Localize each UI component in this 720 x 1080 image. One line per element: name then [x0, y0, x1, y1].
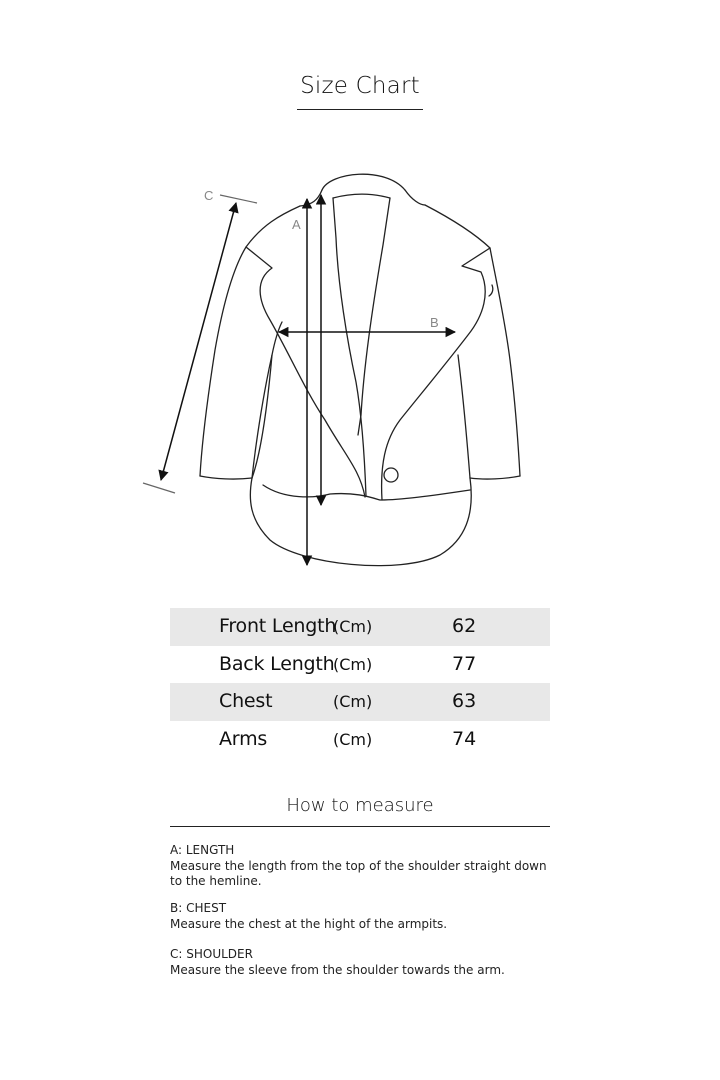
right-lapel-inner	[358, 198, 390, 435]
shoulder-section	[170, 947, 560, 978]
label-a: A	[292, 217, 301, 232]
left-sleeve-outer	[200, 247, 246, 476]
jacket-diagram	[0, 140, 720, 600]
section-text: Measure the sleeve from the shoulder towards the arm.	[170, 963, 505, 977]
hem-line	[250, 478, 471, 566]
label-b: B	[430, 315, 439, 330]
row-value: 74	[452, 727, 477, 750]
page-title: Size Chart	[300, 73, 420, 99]
size-table	[170, 608, 550, 758]
left-lapel-inner	[333, 198, 366, 496]
right-sleeve-outer	[490, 248, 520, 476]
section-text: Measure the length from the top of the shoulder straight down to the hemline.	[170, 859, 547, 888]
collar-line	[322, 174, 405, 190]
button-icon	[384, 468, 398, 482]
length-section	[170, 843, 560, 889]
section-heading: A: LENGTH	[170, 843, 235, 857]
row-unit: (Cm)	[333, 692, 373, 711]
section-heading: B: CHEST	[170, 901, 227, 915]
shoulder-c-arrow	[161, 203, 236, 480]
how-to-divider	[170, 826, 550, 827]
left-lapel-outer	[246, 206, 365, 497]
row-unit: (Cm)	[333, 654, 373, 674]
label-c: C	[204, 188, 214, 203]
chest-section	[170, 901, 560, 932]
row-value: 63	[452, 690, 477, 712]
row-unit: (Cm)	[333, 617, 373, 636]
row-name: Arms	[219, 727, 268, 750]
right-lapel-outer	[382, 205, 490, 500]
section-text: Measure the chest at the hight of the armpits.	[170, 917, 448, 931]
title-underline	[297, 109, 423, 110]
row-name: Chest	[219, 690, 273, 712]
row-value: 62	[452, 615, 477, 637]
jacket-outline-icon	[0, 140, 720, 600]
table-row	[170, 646, 550, 684]
row-name: Front Length	[219, 615, 337, 637]
table-row	[170, 608, 550, 646]
section-heading: C: SHOULDER	[170, 947, 253, 961]
how-to-measure-title: How to measure	[286, 795, 434, 816]
row-unit: (Cm)	[333, 729, 373, 749]
table-row	[170, 683, 550, 721]
table-row	[170, 721, 550, 759]
row-name: Back Length	[219, 652, 335, 675]
row-value: 77	[452, 652, 477, 675]
